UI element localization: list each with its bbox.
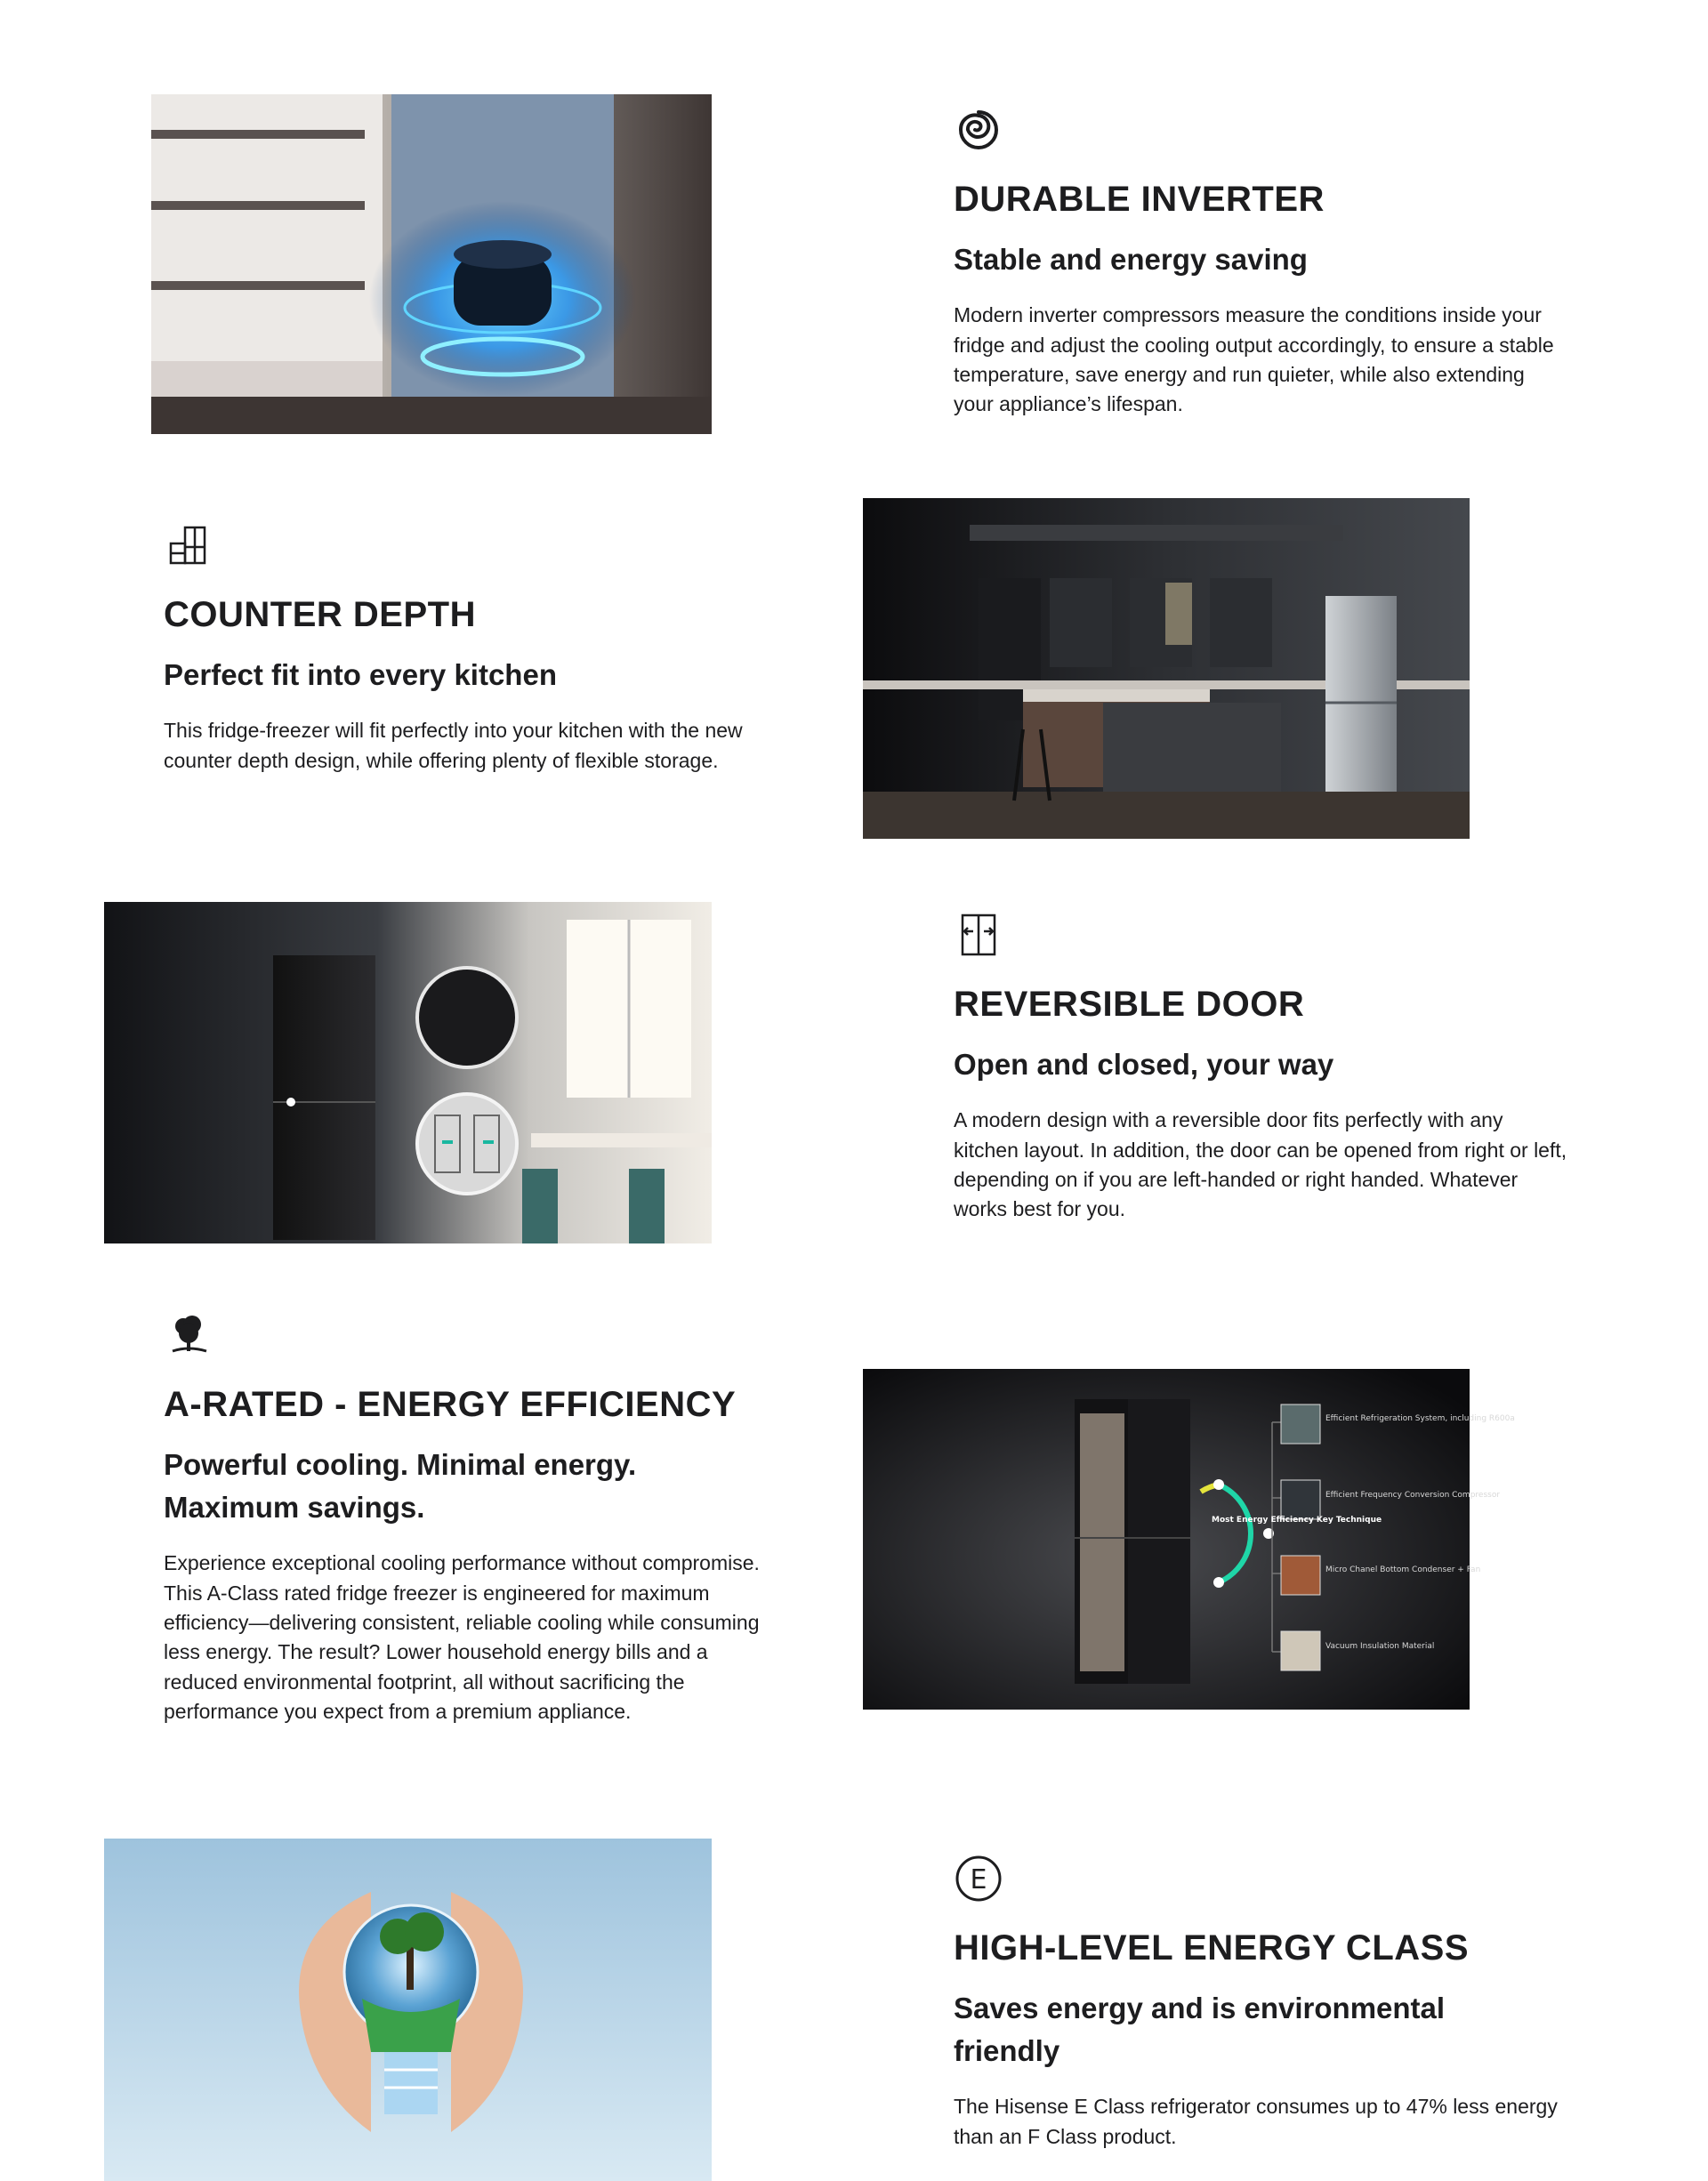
efficiency-callout-3: Micro Chanel Bottom Condenser + Fan [1325,1565,1481,1574]
counter-depth-text [164,520,777,776]
feature-title: COUNTER DEPTH [164,595,476,634]
reversible-door-icon [954,910,1003,960]
feature-subtitle: Open and closed, your way [954,1048,1334,1081]
energy-class-letter: E [970,1864,987,1895]
tree-icon [164,1310,214,1360]
feature-title: REVERSIBLE DOOR [954,985,1305,1024]
spiral-icon [954,105,1003,155]
feature-subtitle: Perfect fit into every kitchen [164,658,557,691]
feature-body: This fridge-freezer will fit perfectly into your kitchen with the new counter depth design, while offering plenty of flexible storage. [164,719,743,772]
a-rated-text [164,1310,777,1726]
feature-subtitle: Powerful cooling. Minimal energy. Maximum savings. [164,1448,637,1525]
durable-inverter-text [954,105,1567,420]
efficiency-callout-2: Efficient Frequency Conversion Compressor [1325,1491,1501,1500]
feature-title: A-RATED - ENERGY EFFICIENCY [164,1385,737,1424]
efficiency-center-label: Most Energy Efficiency Key Technique [1212,1516,1382,1525]
feature-body: Modern inverter compressors measure the conditions inside your fridge and adjust the cooling output accordingly, to ensure a stable temperature, save energy and run quieter, while also extending your appliance’s lifespan. [954,303,1554,416]
feature-body: The Hisense E Class refrigerator consumes up to 47% less energy than an F Class product. [954,2095,1558,2148]
durable-inverter-image [151,94,712,434]
reversible-door-text [954,910,1567,1225]
feature-body: A modern design with a reversible door fits perfectly with any kitchen layout. In addition, the door can be opened from right or left, depending on if you are left-handed or right handed. Whatever works best for you. [954,1108,1567,1221]
feature-title: DURABLE INVERTER [954,180,1325,219]
feature-subtitle: Stable and energy saving [954,243,1308,276]
counter-depth-image [863,498,1470,839]
feature-body: Experience exceptional cooling performance without compromise. This A-Class rated fridge freezer is engineered for maximum efficiency—delivering consistent, reliable cooling while consuming less energy. The result? Lower household energy bills and a reduced environmental footprint, all without sacrificing the performance you expect from a premium appliance. [164,1551,760,1724]
energy-class-text [954,1854,1567,2152]
counter-depth-icon [164,520,214,570]
energy-class-e-icon [954,1854,1003,1903]
efficiency-callout-1: Efficient Refrigeration System, including R600a [1325,1414,1515,1423]
efficiency-callout-4: Vacuum Insulation Material [1325,1642,1435,1651]
energy-class-image [104,1839,712,2181]
reversible-door-image [104,902,712,1243]
energy-efficiency-image [863,1369,1515,1710]
feature-title: HIGH-LEVEL ENERGY CLASS [954,1928,1469,1968]
feature-subtitle: Saves energy and is environmental friendly [954,1992,1446,2068]
